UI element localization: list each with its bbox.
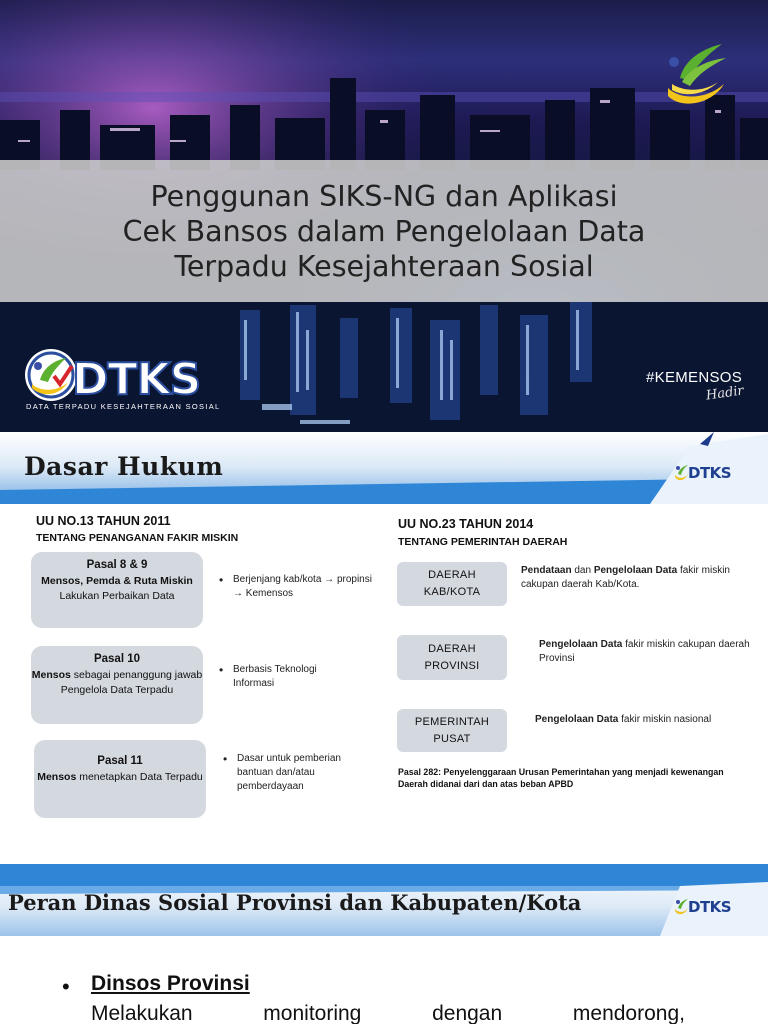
mini-dtks-logo-2: [674, 896, 740, 922]
body-text-line: [91, 1002, 685, 1024]
peran-dinas-slide: [0, 864, 768, 1024]
bullet-dot: •: [62, 974, 70, 999]
pasal-title: Pasal 10: [93, 653, 141, 665]
level-line-1: DAERAH: [428, 569, 476, 581]
law2-heading: UU NO.23 TAHUN 2014: [398, 517, 534, 531]
pasal-8-9-box: [31, 552, 203, 628]
pasal-text: menetapkan Data Terpadu: [76, 771, 203, 783]
dinsos-provinsi-label: Dinsos Provinsi: [91, 972, 250, 995]
mini-logo-text: DTKS: [688, 898, 732, 916]
pemerintah-pusat-desc: [535, 713, 753, 727]
law1-heading: UU NO.13 TAHUN 2011: [36, 514, 171, 528]
title-band: [0, 160, 768, 302]
pasal-11-bullet: • Dasar untuk pemberian bantuan dan/atau pemberdayaan: [237, 752, 369, 794]
desc-bold: Pengelolaan Data: [539, 639, 623, 650]
dtks-logo-text: DTKS: [72, 354, 201, 405]
pasal-subject: Mensos: [31, 669, 71, 681]
law1-subheading: TENTANG PENANGANAN FAKIR MISKIN: [36, 532, 239, 544]
level-line-1: PEMERINTAH: [414, 715, 490, 728]
pasal-text: Lakukan Perbaikan Data: [59, 590, 175, 602]
mini-logo-text: DTKS: [688, 464, 732, 482]
hadir-script: Hadir: [705, 383, 745, 404]
pasal-subject: Mensos, Pemda & Ruta Miskin: [41, 575, 193, 587]
pasal-text: sebagai penanggung jawab Pengelola Data Terpadu: [60, 669, 203, 696]
slide-title: Dasar Hukum: [24, 452, 224, 481]
desc-bold: Pengelolaan Data: [535, 714, 619, 725]
body-word: Melakukan: [91, 1002, 193, 1024]
level-line-2: PUSAT: [433, 732, 471, 745]
body-word: dengan: [432, 1002, 503, 1024]
law2-subheading: TENTANG PEMERINTAH DAERAH: [398, 536, 568, 548]
dasar-hukum-slide: [0, 432, 768, 864]
level-line-2: PROVINSI: [424, 659, 480, 672]
desc-bold-2: Pengelolaan Data: [593, 565, 678, 576]
desc-text: fakir miskin nasional: [618, 714, 712, 725]
daerah-kab-kota-box: [397, 562, 507, 606]
daerah-provinsi-box: [397, 635, 507, 680]
desc-text-2: fakir miskin cakupan daerah Kab/Kota.: [521, 565, 730, 590]
title-line-1: Penggunan SIKS-NG dan Aplikasi: [150, 179, 618, 213]
daerah-provinsi-desc: [539, 638, 753, 666]
level-line-1: DAERAH: [428, 642, 476, 655]
title-line-2: Cek Bansos dalam Pengelolaan Data: [122, 214, 646, 248]
mini-dtks-logo: [674, 462, 740, 488]
pasal-11-box: [34, 740, 206, 818]
slide-title-2: Peran Dinas Sosial Provinsi dan Kabupaten/Kota: [8, 890, 582, 915]
kemensos-hashtag: #KEMENSOS: [646, 369, 743, 386]
pasal-10-bullet: • Berbasis Teknologi Informasi: [233, 663, 353, 691]
level-line-2: KAB/KOTA: [423, 586, 481, 598]
daerah-kab-kota-desc: [521, 564, 753, 592]
pemerintah-pusat-box: [397, 709, 507, 752]
title-line-3: Terpadu Kesejahteraan Sosial: [174, 249, 594, 283]
title-slide: [0, 0, 768, 432]
pasal-title: Pasal 11: [97, 755, 143, 767]
body-word: monitoring: [263, 1002, 362, 1024]
pasal-title: Pasal 8 & 9: [86, 559, 148, 571]
pasal-subject: Mensos: [37, 771, 77, 783]
body-word: mendorong,: [572, 1002, 685, 1024]
desc-text-1: dan: [571, 565, 594, 576]
dtks-caption: DATA TERPADU KESEJAHTERAAN SOSIAL: [26, 402, 221, 411]
pasal-10-box: [31, 646, 203, 724]
desc-text: fakir miskin cakupan daerah Provinsi: [539, 639, 750, 664]
kemensos-leaf-logo: [660, 38, 730, 112]
pasal-282-note: Pasal 282: Penyelenggaraan Urusan Pemerintahan yang menjadi kewenangan Daerah didanai dari dan atas beban APBD: [398, 767, 724, 789]
pasal-8-9-bullet: • Berjenjang kab/kota → propinsi → Kemensos: [233, 573, 373, 601]
desc-bold-1: Pendataan: [521, 565, 572, 576]
